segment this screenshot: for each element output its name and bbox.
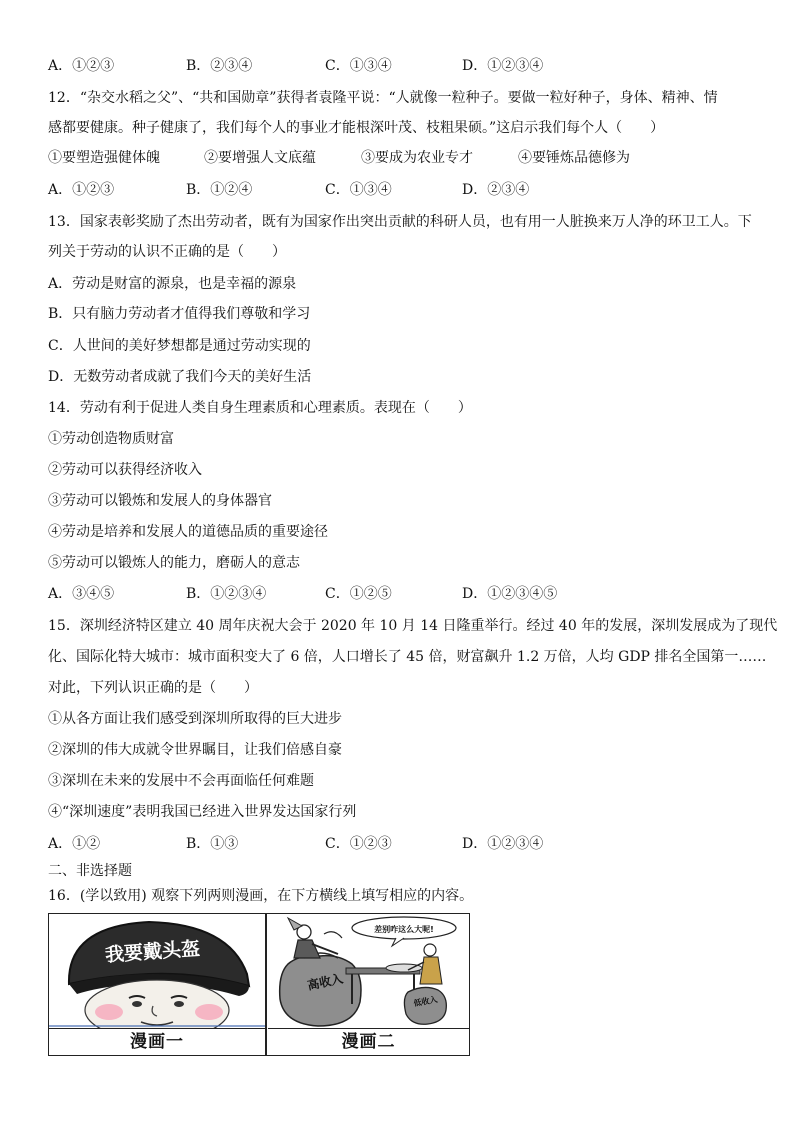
- q12-choice-2: ②要增强人文底蕴: [204, 150, 316, 166]
- q12-option-d[interactable]: D．②③④: [462, 182, 530, 198]
- q13-stem-line2: 列关于劳动的认识不正确的是（ ）: [48, 244, 286, 260]
- income-gap-illustration: [268, 914, 468, 1028]
- q16-stem: 16．(学以致用) 观察下列两则漫画，在下方横线上填写相应的内容。: [48, 888, 474, 904]
- q15-stem-line1: 15．深圳经济特区建立 40 周年庆祝大会于 2020 年 10 月 14 日隆重举行。经过 40 年的发展，深圳发展成为了现代: [48, 618, 778, 634]
- q15-choice-4: ④“深圳速度”表明我国已经进入世界发达国家行列: [48, 804, 357, 820]
- q13-option-b[interactable]: B．只有脑力劳动者才值得我们尊敬和学习: [48, 306, 311, 322]
- q14-stem: 14．劳动有利于促进人类自身生理素质和心理素质。表现在（ ）: [48, 400, 472, 416]
- q14-choice-1: ①劳动创造物质财富: [48, 431, 174, 447]
- q14-option-c[interactable]: C．①②⑤: [325, 586, 392, 602]
- q11-option-c[interactable]: C．①③④: [325, 58, 392, 74]
- q11-option-a[interactable]: A．①②③: [48, 58, 115, 74]
- low-income-label: 低收入: [412, 995, 439, 1009]
- q15-choice-2: ②深圳的伟大成就令世界瞩目，让我们倍感自豪: [48, 742, 342, 758]
- q13-option-a[interactable]: A．劳动是财富的源泉，也是幸福的源泉: [48, 276, 297, 292]
- helmet-face-illustration: [49, 914, 265, 1028]
- q11-option-d[interactable]: D．①②③④: [462, 58, 544, 74]
- q14-option-d[interactable]: D．①②③④⑤: [462, 586, 558, 602]
- speech-bubble-text: 差别咋这么大呢!: [374, 925, 434, 934]
- q15-choice-3: ③深圳在未来的发展中不会再面临任何难题: [48, 773, 314, 789]
- q12-stem-line1: 12．“杂交水稻之父”、“共和国勋章”获得者袁隆平说：“人就像一粒种子。要做一粒好种子，身体、精神、情: [48, 90, 718, 106]
- q12-choice-1: ①要塑造强健体魄: [48, 150, 160, 166]
- q15-option-a[interactable]: A．①②: [48, 836, 101, 852]
- comics-figure: [48, 913, 470, 1056]
- q13-stem-line1: 13．国家表彰奖励了杰出劳动者，既有为国家作出突出贡献的科研人员，也有用一人脏换来万人净的环卫工人。下: [48, 214, 752, 230]
- q14-choice-2: ②劳动可以获得经济收入: [48, 462, 202, 478]
- q14-option-b[interactable]: B．①②③④: [186, 586, 267, 602]
- q15-option-d[interactable]: D．①②③④: [462, 836, 544, 852]
- q11-option-b[interactable]: B．②③④: [186, 58, 253, 74]
- comic-panel-2: [268, 914, 469, 1055]
- q15-option-c[interactable]: C．①②③: [325, 836, 392, 852]
- helmet-slogan: 我要戴头盔: [104, 937, 201, 967]
- q15-stem-line3: 对此，下列认识正确的是（ ）: [48, 680, 258, 696]
- q15-choice-1: ①从各方面让我们感受到深圳所取得的巨大进步: [48, 711, 342, 727]
- q12-option-b[interactable]: B．①②④: [186, 182, 253, 198]
- high-income-label: 高收入: [306, 971, 345, 993]
- q12-stem-line2: 感都要健康。种子健康了，我们每个人的事业才能根深叶茂、枝粗果硕。”这启示我们每个人（ ）: [48, 120, 665, 136]
- q12-choice-3: ③要成为农业专才: [361, 150, 473, 166]
- q14-choice-4: ④劳动是培养和发展人的道德品质的重要途径: [48, 524, 328, 540]
- q12-choice-4: ④要锤炼品德修为: [518, 150, 630, 166]
- q15-stem-line2: 化、国际化特大城市：城市面积变大了 6 倍，人口增长了 45 倍，财富飙升 1.2 万倍，人均 GDP 排名全国第一……: [48, 649, 767, 665]
- q13-option-d[interactable]: D．无数劳动者成就了我们今天的美好生活: [48, 369, 312, 385]
- comic-caption-1: 漫画一: [130, 1032, 184, 1052]
- comic-panel-1: [49, 914, 267, 1055]
- comic-caption-2: 漫画二: [341, 1032, 396, 1052]
- q14-choice-5: ⑤劳动可以锻炼人的能力，磨砺人的意志: [48, 555, 300, 571]
- q12-option-a[interactable]: A．①②③: [48, 182, 115, 198]
- q14-choice-3: ③劳动可以锻炼和发展人的身体器官: [48, 493, 272, 509]
- q12-option-c[interactable]: C．①③④: [325, 182, 392, 198]
- section-heading: 二、非选择题: [48, 863, 132, 879]
- q13-option-c[interactable]: C．人世间的美好梦想都是通过劳动实现的: [48, 338, 311, 354]
- q14-option-a[interactable]: A．③④⑤: [48, 586, 115, 602]
- q15-option-b[interactable]: B．①③: [186, 836, 239, 852]
